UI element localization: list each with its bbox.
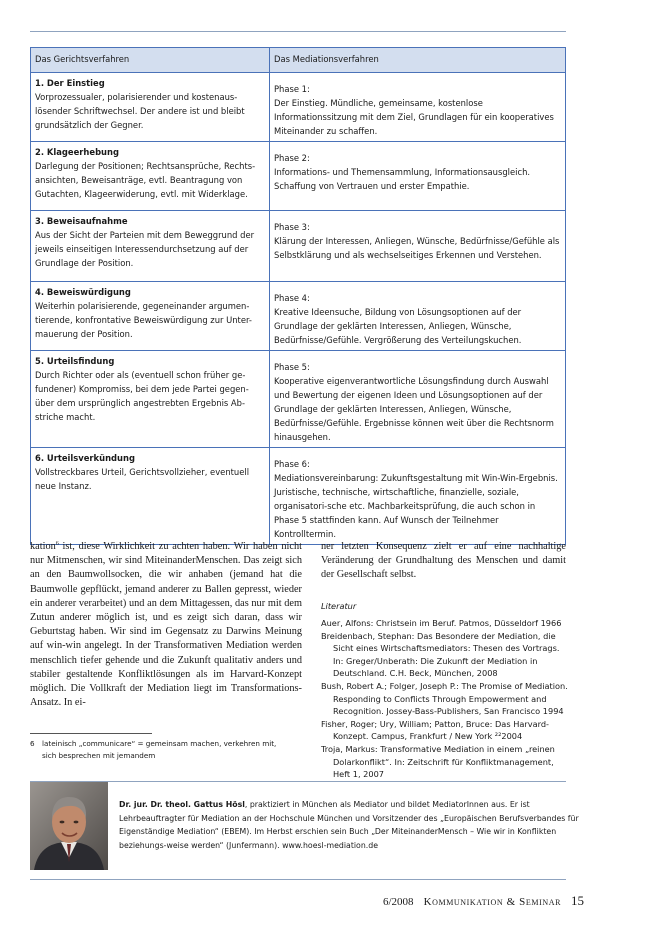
mediation-phase-cell [270,282,566,351]
mediation-phase-title: Phase 2: [274,153,310,163]
court-step-text: Durch Richter oder als (eventuell schon früher ge-fundener) Kompromiss, bei dem jede Partei gegen-über dem ursprünglich angestrebten Ergebnis Ab-striche macht. [35,370,249,422]
author-bio-text: , praktiziert in München als Mediator und bildet MediatorInnen aus. Er ist Lehrbeauftragter für Mediation an der Hochschule München und Vorsitzender des „Europäischen Berufsverbandes für Eigenständige Mediation“ (EBEM). Im Herbst erschien sein Buch „Der MiteinanderMensch – Wie wir in Konflikten beziehungs-weise werden“ (Junfermann). www.hoesl-mediation.de [119,800,579,850]
court-step-text: Vollstreckbares Urteil, Gerichtsvollzieher, eventuell neue Instanz. [35,467,250,491]
author-portrait-image [30,782,108,870]
literature-heading: Literatur [321,601,357,611]
body-first-word: kation [30,541,56,552]
mediation-phase-title: Phase 3: [274,222,310,232]
literature-entry: Bush, Robert A.; Folger, Joseph P.: The Promise of Mediation. Responding to Conflicts Through Empowerment and Recognition. Jossey-Bass-Publishers, San Francisco 1994 [321,680,568,717]
author-name: Dr. jur. Dr. theol. Gattus Hösl [119,800,245,809]
court-step-cell [31,282,270,351]
page-footer [383,893,584,909]
mediation-phase-text: Klärung der Interessen, Anliegen, Wünsche, Bedürfnisse/Gefühle als Selbstklärung und als wechselseitiges Erkennen und Verstehen. [274,236,560,260]
court-step-title: 3. Beweisaufnahme [35,216,128,226]
court-step-cell [31,73,270,142]
body-text-left-column [30,540,302,710]
court-step-title: 2. Klageerhebung [35,147,119,157]
court-step-cell [31,351,270,448]
mediation-phase-text: Mediationsvereinbarung: Zukunftsgestaltung mit Win-Win-Ergebnis. Juristische, technische, wirtschaftliche, finanzielle, soziale, organisatori-sche etc. Machbarkeitsprüfung, die auch schon in Phase 5 stattfinden kann. Auf Wunsch der Teilnehmer Kontrolltermin. [274,473,558,539]
mediation-phase-title: Phase 5: [274,362,310,372]
mediation-phase-title: Phase 4: [274,293,310,303]
literature-entry: Breidenbach, Stephan: Das Besondere der Mediation, die Sicht eines Wirtschaftsmediators: Thesen des Vortrags. In: Greger/Unberath: Die Zukunft der Mediation in Deutschland. C.H. Beck, München, 2008 [321,630,560,679]
court-step-cell [31,448,270,545]
court-step-text: Darlegung der Positionen; Rechtsansprüche, Rechts-ansichten, Beweisanträge, evtl. Beantragung von Gutachten, Klageerwiderung, evtl. mit Widerklage. [35,161,256,199]
footnote-number: 6 [30,739,35,748]
author-photo [30,782,108,870]
table-row [31,282,566,351]
court-step-cell [31,211,270,282]
issue-number: 6/2008 [383,896,414,908]
top-rule [30,31,566,32]
mediation-phase-cell [270,351,566,448]
comparison-table [30,47,566,545]
literature-list [321,617,571,781]
table-row [31,211,566,282]
footnote [30,738,302,762]
table-row [31,142,566,211]
bio-top-rule [30,781,566,782]
mediation-phase-text: Informations- und Themensammlung, Informationsausgleich. Schaffung von Vertrauen und erster Empathie. [274,167,531,191]
mediation-phase-text: Kreative Ideensuche, Bildung von Lösungsoptionen auf der Grundlage der geklärten Interessen, Anliegen, Wünsche, Bedürfnisse/Gefühle. Vergrößerung des Verteilungskuchen. [274,307,522,345]
footnote-line-2: sich besprechen mit jemandem [42,751,156,760]
mediation-phase-text: Der Einstieg. Mündliche, gemeinsame, kostenlose Informationssitzung mit dem Ziel, Grundlagen für ein kooperatives Miteinander zu schaffen. [274,98,554,136]
court-step-text: Aus der Sicht der Parteien mit dem Beweggrund der jeweils einseitigen Interessendurchsetzung auf der Grundlage der Position. [35,230,255,268]
footnote-reference[interactable]: 6 [55,541,59,547]
court-step-text: Weiterhin polarisierende, gegeneinander argumen-tierende, konfrontative Beweiswürdigung zur Unter-mauerung der Position. [35,301,252,339]
magazine-name: Kommunikation & Seminar [423,896,562,908]
footnote-line-1: lateinisch „communicare“ = gemeinsam machen, verkehren mit, [42,739,277,748]
mediation-phase-title: Phase 6: [274,459,310,469]
author-bio [119,798,579,852]
table-row [31,351,566,448]
mediation-phase-cell [270,448,566,545]
mediation-phase-title: Phase 1: [274,84,310,94]
column-header-court: Das Gerichtsverfahren [31,48,270,73]
mediation-phase-cell [270,211,566,282]
court-step-title: 4. Beweiswürdigung [35,287,131,297]
bio-bottom-rule [30,879,566,880]
literature-entry: Fisher, Roger; Ury, William; Patton, Bruce: Das Harvard-Konzept. Campus, Frankfurt / New York ²²2004 [321,718,549,742]
footnote-divider [30,733,152,734]
page-number: 15 [571,893,585,908]
column-header-mediation: Das Mediationsverfahren [270,48,566,73]
body-text-left: ist, diese Wirklichkeit zu achten haben. Wir haben nicht nur Mitmenschen, wir sind MiteinanderMenschen. Das zeigt sich an den Baumwollsocken, die wir anhaben (jemand hat die Baumwolle gepflückt, jemand anderer zu Ballen gepresst, wieder ein anderer verarbeitet) und an dem Mittagessen, das nur mit dem Zutun anderer möglich ist, und es zeigt sich daran, dass wir Geburtstag haben. Wir sind im Gegensatz zu Darwins Meinung auf win-win angelegt. In der Transformativen Mediation werden menschlich tiefer gehende und die Zukunft qualitativ anders und stabiler gestaltende Konfliktlösungen als im Harvard-Konzept möglich. Die Vollkraft der Mediation liegt im Transformations-Ansatz. In ei- [30,541,302,709]
literature-entry: Troja, Markus: Transformative Mediation in einem „reinen Dolarkonflikt“. In: Zeitschrift für Konfliktmanagement, Heft 1, 2007 [321,743,555,780]
table-row [31,448,566,545]
court-step-text: Vorprozessualer, polarisierender und kostenaus-lösender Schriftwechsel. Der andere ist und bleibt grundsätzlich der Gegner. [35,92,245,130]
court-step-title: 5. Urteilsfindung [35,356,115,366]
court-step-title: 6. Urteilsverkündung [35,453,135,463]
literature-entry: Auer, Alfons: Christsein im Beruf. Patmos, Düsseldorf 1966 [321,618,562,628]
court-step-cell [31,142,270,211]
mediation-phase-cell [270,73,566,142]
body-text-right-column: ner letzten Konsequenz zielt er auf eine nachhaltige Veränderung der Grundhaltung des Menschen und damit der Gesellschaft selbst. [321,541,566,581]
court-step-title: 1. Der Einstieg [35,78,105,88]
mediation-phase-text: Kooperative eigenverantwortliche Lösungsfindung durch Auswahl und Bewertung der eigenen Ideen und Lösungsoptionen auf der Grundlage der geklärten Interessen, Anliegen, Wünsche, Bedürfnisse/Gefühle. Ergebnisse können weit über die Rechtsnorm hinausgehen. [274,376,554,442]
mediation-phase-cell [270,142,566,211]
table-row [31,73,566,142]
